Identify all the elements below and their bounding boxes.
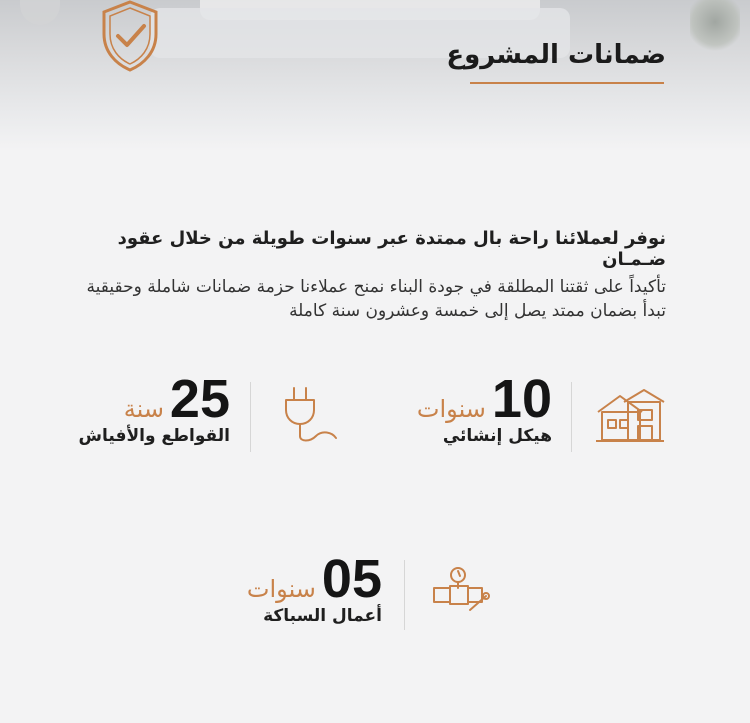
stat-divider [571,382,572,452]
page-title: ضمانات المشروع [446,40,666,70]
stat-unit: سنة [123,395,164,423]
stat-switches [79,368,230,446]
stat-unit: سنوات [416,395,486,423]
plug-icon [282,386,340,446]
stat-label: القواطع والأفياش [78,426,230,446]
stat-number: 10 [491,369,552,429]
stat-divider [404,560,405,630]
stat-divider [250,382,251,452]
intro-lead: نوفر لعملائنا راحة بال ممتدة عبر سنوات طويلة من خلال عقود ضـمـان [117,228,666,270]
stat-number: 25 [169,369,230,429]
title-underline [470,82,664,84]
intro-block [66,228,666,323]
stat-label: هيكل إنشائي [442,426,552,446]
intro-body: تأكيداً على ثقتنا المطلقة في جودة البناء نمنح عملاءنا حزمة ضمانات شاملة وحقيقية تبدأ بضمان ممتد يصل إلى خمسة وعشرون سنة كاملة [86,277,666,321]
stat-structure [417,368,552,446]
stat-label: أعمال السباكة [263,606,382,626]
stat-number: 05 [321,549,382,609]
plant-shape [690,0,740,55]
stat-unit: سنوات [246,575,316,603]
house-icon [594,388,666,444]
lamp-shape [20,0,60,25]
pipe-valve-icon [432,566,490,616]
shield-check-icon [98,0,162,72]
stat-plumbing [247,548,382,626]
